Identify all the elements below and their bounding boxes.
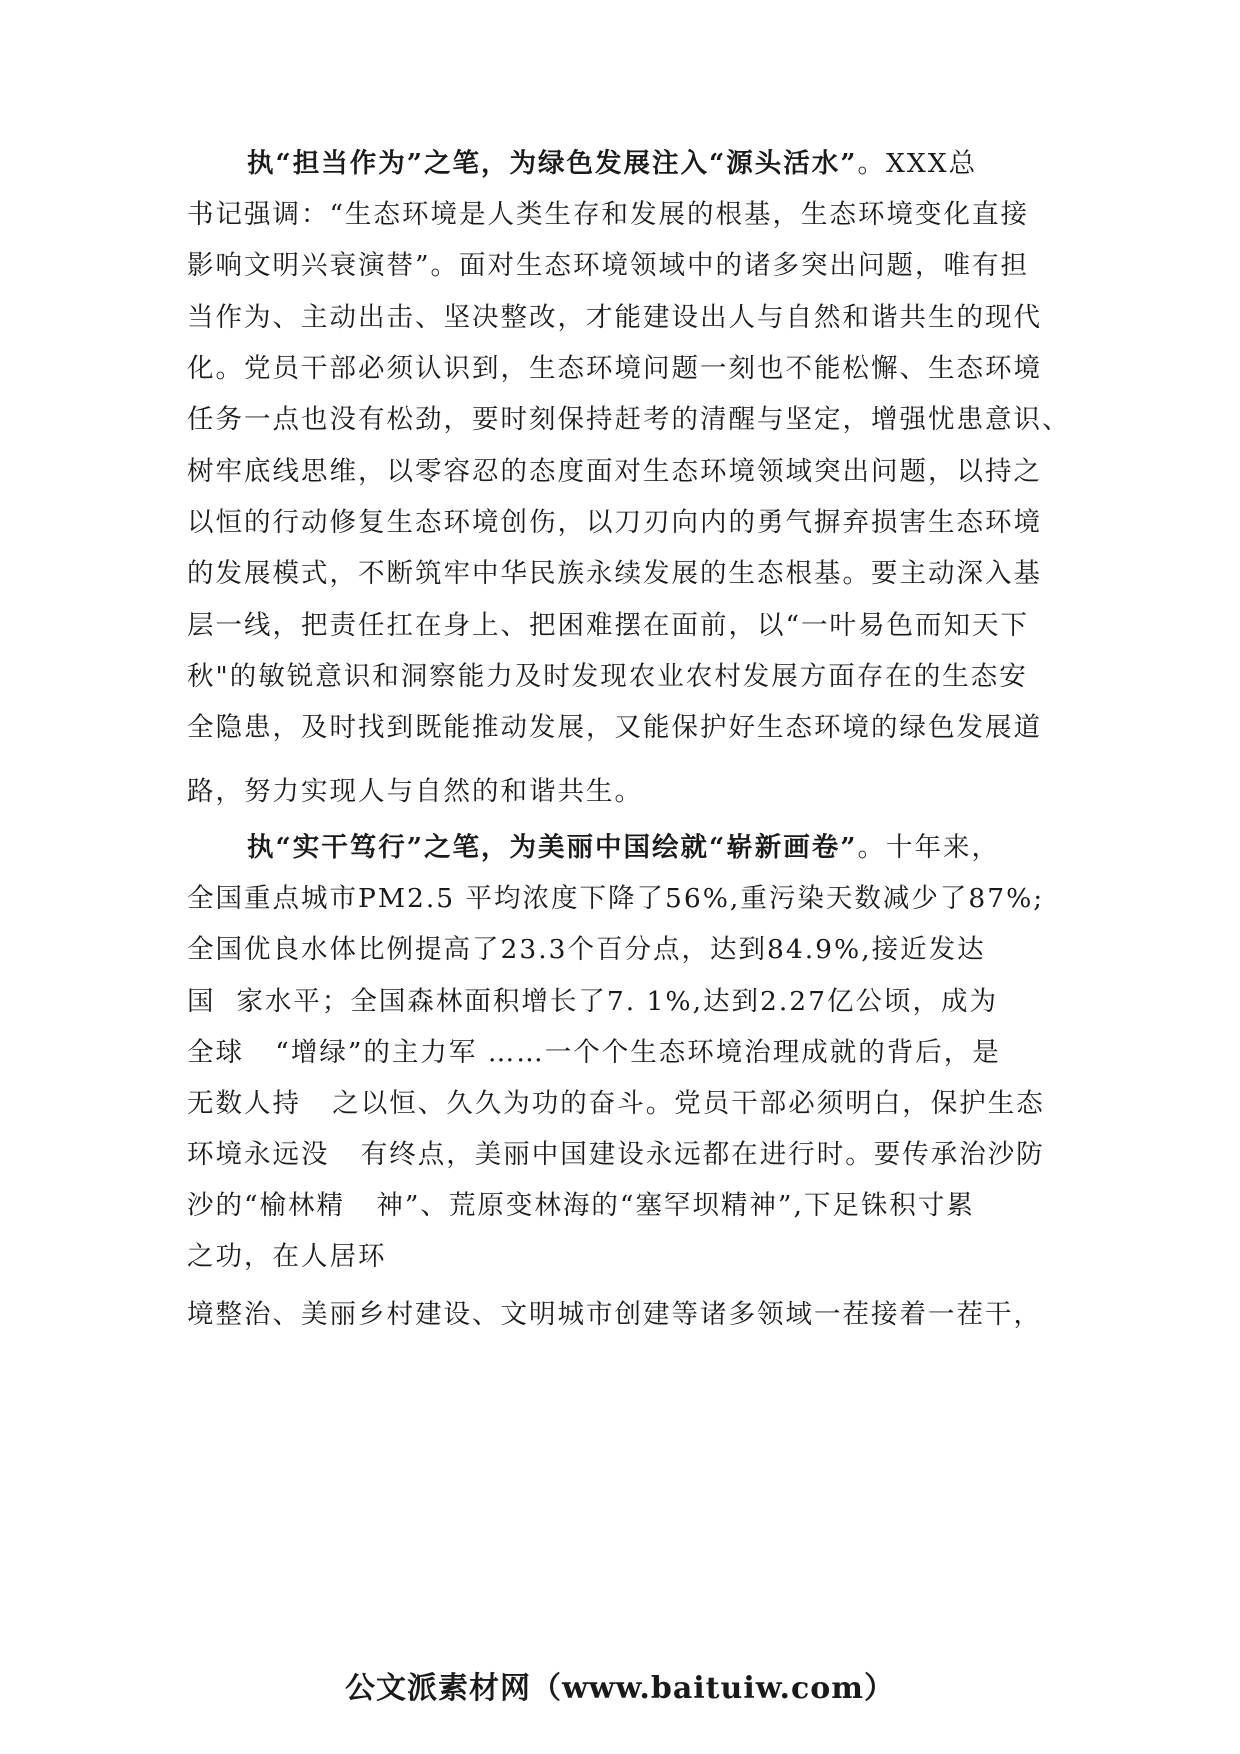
paragraph-2-line: 之功，在人居环: [187, 1241, 387, 1272]
paragraph-1-heading: 执“担当作为”之笔，为绿色发展注入“源头活水”: [247, 148, 858, 179]
paragraph-2-line: 全国优良水体比例提高了23.3个百分点，达到84.9%,接近发达: [187, 934, 986, 965]
paragraph-1-line: 当作为、主动出击、坚决整改，才能建设出人与自然和谐共生的现代: [187, 302, 1042, 333]
paragraph-1-line: 任务一点也没有松劲，要时刻保持赶考的清醒与坚定，增强忧患意识、: [187, 404, 1071, 435]
paragraph-2-line: 全国重点城市PM2.5 平均浓度下降了56%,重污染天数减少了87%;: [187, 883, 1045, 914]
paragraph-1-line: 层一线，把责任扛在身上、把困难摆在面前，以“一叶易色而知天下: [187, 610, 1030, 641]
paragraph-2-line: 无数人持 之以恒、久久为功的奋斗。党员干部必须明白，保护生态: [187, 1088, 1045, 1119]
paragraph-2-line: 全球 “增绿”的主力军 ……一个个生态环境治理成就的背后，是: [187, 1037, 1001, 1068]
paragraph-2-first-line-rest: 。十年来，: [857, 832, 1000, 863]
paragraph-1-line: 以恒的行动修复生态环境创伤，以刀刃向内的勇气摒弃损害生态环境: [187, 507, 1042, 538]
paragraph-2-line: 沙的“榆林精 神”、荒原变林海的“塞罕坝精神”,下足铢积寸累: [187, 1190, 975, 1221]
paragraph-1-line: 化。党员干部必须认识到，生态环境问题一刻也不能松懈、生态环境: [187, 353, 1042, 384]
paragraph-1-line: 路，努力实现人与自然的和谐共生。: [187, 776, 643, 807]
paragraph-1-line: 的发展模式，不断筑牢中华民族永续发展的生态根基。要主动深入基: [187, 558, 1042, 589]
paragraph-1-line: 书记强调：“生态环境是人类生存和发展的根基，生态环境变化直接: [187, 199, 1030, 230]
paragraph-1-line: 秋"的敏锐意识和洞察能力及时发现农业农村发展方面存在的生态安: [187, 661, 1028, 692]
paragraph-2-first-line: [247, 832, 1000, 864]
paragraph-1-first-line: [247, 148, 977, 180]
paragraph-1-line: 全隐患，及时找到既能推动发展，又能保护好生态环境的绿色发展道: [187, 712, 1042, 743]
paragraph-2-line: 境整治、美丽乡村建设、文明城市创建等诸多领域一茬接着一茬干，: [187, 1299, 1042, 1330]
footer-source: 公文派素材网（www.baituiw.com）: [344, 1671, 896, 1706]
paragraph-2-heading: 执“实干笃行”之笔，为美丽中国绘就“崭新画卷”: [247, 832, 858, 863]
paragraph-1-line: 树牢底线思维，以零容忍的态度面对生态环境领域突出问题，以持之: [187, 456, 1042, 487]
paragraph-2-line: 国 家水平；全国森林面积增长了7. 1%,达到2.27亿公顷，成为: [187, 986, 999, 1017]
paragraph-2-line: 环境永远没 有终点，美丽中国建设永远都在进行时。要传承治沙防: [187, 1139, 1045, 1170]
paragraph-1-line: 影响文明兴衰演替”。面对生态环境领域中的诸多突出问题，唯有担: [187, 250, 1030, 281]
paragraph-1-first-line-rest: 。XXX总: [857, 148, 978, 179]
